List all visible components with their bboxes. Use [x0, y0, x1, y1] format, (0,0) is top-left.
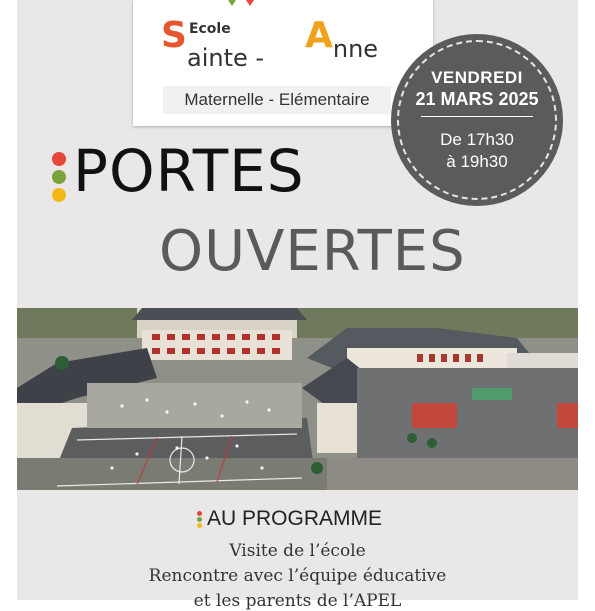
badge-day: VENDREDI	[431, 68, 523, 87]
logo-subtitle: Maternelle - Elémentaire	[163, 86, 391, 114]
logo-anne: nne	[332, 35, 379, 63]
poster	[17, 0, 578, 611]
badge-divider	[421, 116, 533, 117]
logo-sainte: ainte -	[187, 44, 265, 72]
school-logo	[133, 0, 433, 126]
title-line2: OUVERTES	[159, 219, 466, 284]
logo-ecole: Ecole	[188, 21, 231, 37]
badge-time-to: à 19h30	[446, 152, 508, 171]
school-aerial-photo	[17, 308, 578, 490]
mini-dot-yellow	[197, 523, 202, 528]
dot-green	[52, 170, 66, 184]
school-name-rest	[187, 46, 264, 70]
traffic-dots-icon	[52, 152, 68, 206]
mini-dots-icon	[197, 511, 203, 529]
logo-letter-s: S	[161, 15, 187, 56]
programme-item: et les parents de l’APEL	[193, 591, 402, 611]
badge-date: 21 MARS 2025	[415, 89, 539, 109]
school-name-anne	[305, 15, 379, 63]
badge-time-from: De 17h30	[440, 130, 514, 149]
mini-dot-green	[197, 517, 202, 522]
sun-rays-icon	[226, 0, 256, 6]
programme-item: Visite de l’école	[229, 541, 366, 561]
date-badge	[391, 34, 563, 206]
programme-heading	[197, 507, 417, 533]
programme-title: AU PROGRAMME	[207, 507, 383, 530]
badge-dashed-ring	[397, 40, 557, 200]
logo-letter-a: A	[305, 15, 333, 56]
programme-item: Rencontre avec l’équipe éducative	[148, 566, 447, 586]
dot-red	[52, 152, 66, 166]
dot-yellow	[52, 188, 66, 202]
title-line1: PORTES	[73, 137, 305, 205]
mini-dot-red	[197, 511, 202, 516]
